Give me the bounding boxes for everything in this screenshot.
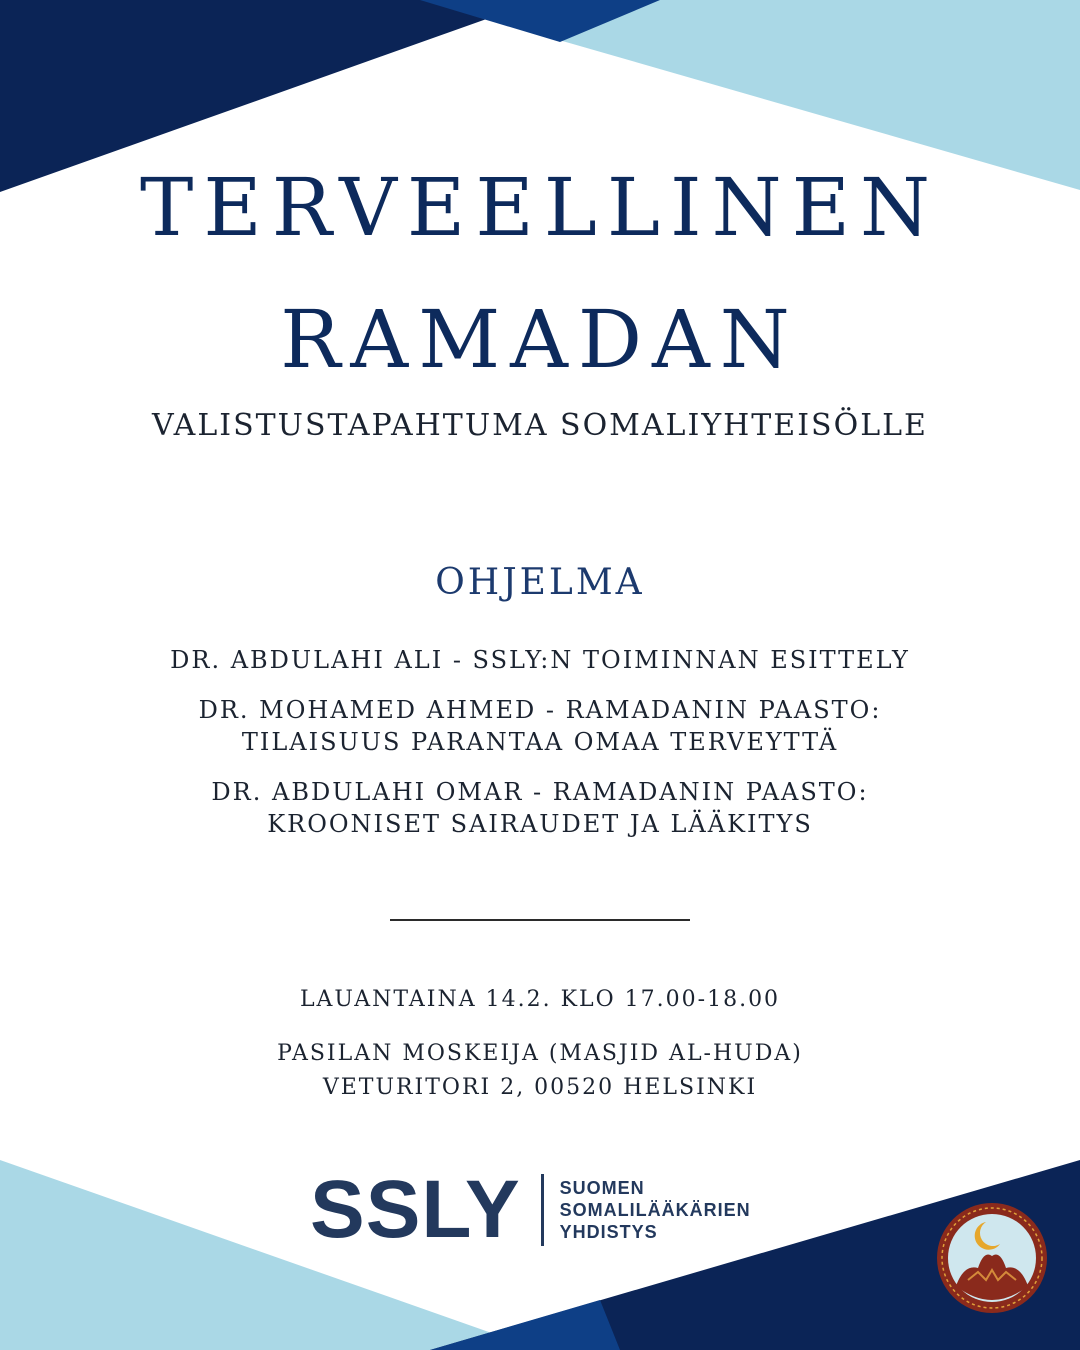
logo-separator [541,1174,544,1246]
event-address: VETURITORI 2, 00520 HELSINKI [322,1075,758,1100]
logo-line-1: SUOMEN [559,1178,645,1198]
program-item-2-line-1: DR. MOHAMED AHMED - RAMADANIN PAASTO: [198,696,882,724]
logo-acronym: SSLY [310,1164,521,1255]
program-item-3-line-1: DR. ABDULAHI OMAR - RAMADANIN PAASTO: [211,778,869,806]
ssly-logo [310,1165,751,1255]
event-datetime: LAUANTAINA 14.2. KLO 17.00-18.00 [299,987,781,1012]
logo-line-3: YHDISTYS [559,1222,658,1242]
program-item-3-line-2: KROONISET SAIRAUDET JA LÄÄKITYS [267,810,813,838]
program-heading: OHJELMA [435,562,645,603]
mosque-crescent-emblem-icon [934,1200,1050,1316]
subtitle: VALISTUSTAPAHTUMA SOMALIYHTEISÖLLE [152,408,928,443]
logo-line-2: SOMALILÄÄKÄRIEN [559,1200,751,1220]
title-line-2: RAMADAN [280,293,800,386]
title-line-1: TERVEELLINEN [140,161,940,254]
logo-full-name [560,1177,751,1243]
divider-line [390,919,690,921]
program-item-1: DR. ABDULAHI ALI - SSLY:N TOIMINNAN ESITTELY [170,646,910,674]
event-venue: PASILAN MOSKEIJA (MASJID AL-HUDA) [277,1041,803,1066]
program-item-2-line-2: TILAISUUS PARANTAA OMAA TERVEYTTÄ [241,728,839,756]
